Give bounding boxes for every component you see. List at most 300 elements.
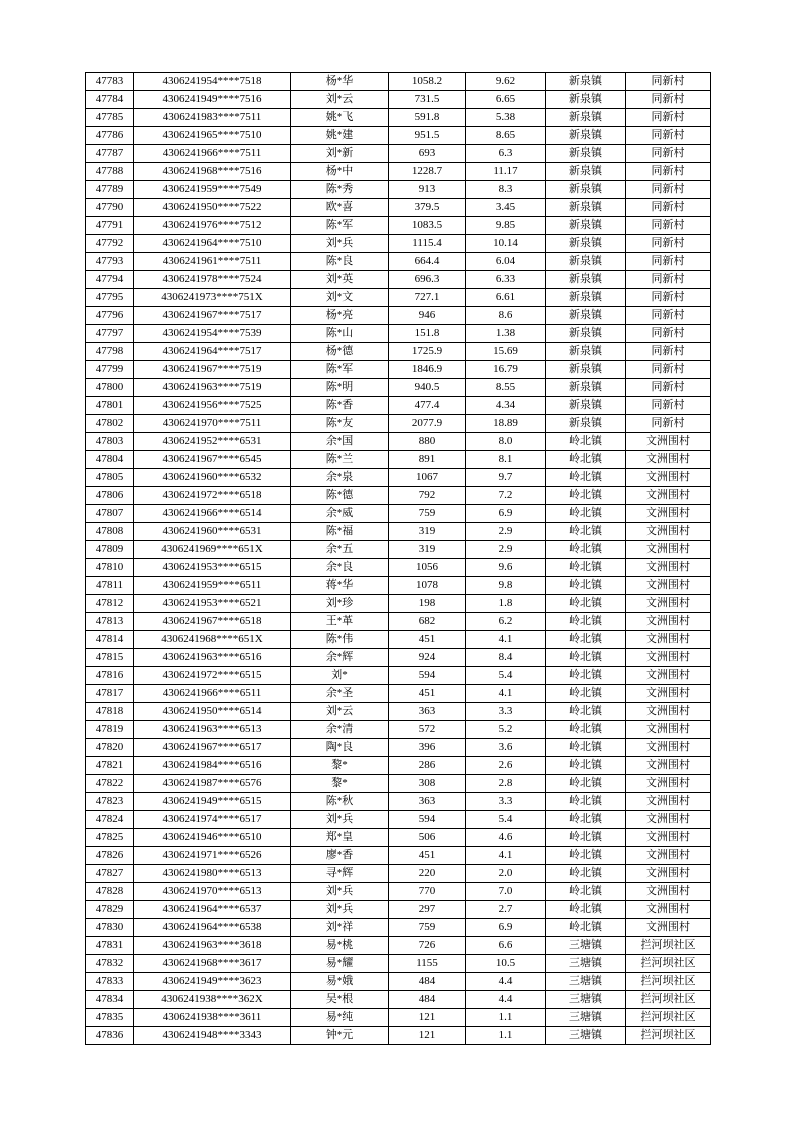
cell-person-name-masked: 陈*香 <box>291 397 389 415</box>
table-row <box>86 505 711 523</box>
cell-id-number-masked: 4306241978****7524 <box>134 271 291 289</box>
cell-village: 同新村 <box>626 109 711 127</box>
cell-amount: 696.3 <box>389 271 466 289</box>
cell-secondary-value: 4.1 <box>466 631 546 649</box>
cell-id-number-masked: 4306241964****7510 <box>134 235 291 253</box>
cell-amount: 880 <box>389 433 466 451</box>
table-row <box>86 451 711 469</box>
cell-row-index: 47830 <box>86 919 134 937</box>
cell-town: 岭北镇 <box>546 595 626 613</box>
cell-amount: 121 <box>389 1009 466 1027</box>
cell-row-index: 47804 <box>86 451 134 469</box>
cell-amount: 594 <box>389 667 466 685</box>
cell-village: 文洲围村 <box>626 631 711 649</box>
cell-village: 文洲围村 <box>626 829 711 847</box>
table-row <box>86 163 711 181</box>
cell-amount: 506 <box>389 829 466 847</box>
cell-person-name-masked: 杨*亮 <box>291 307 389 325</box>
cell-amount: 2077.9 <box>389 415 466 433</box>
cell-id-number-masked: 4306241984****6516 <box>134 757 291 775</box>
cell-amount: 379.5 <box>389 199 466 217</box>
cell-person-name-masked: 郑*皇 <box>291 829 389 847</box>
cell-person-name-masked: 余*清 <box>291 721 389 739</box>
cell-amount: 682 <box>389 613 466 631</box>
cell-amount: 451 <box>389 847 466 865</box>
cell-secondary-value: 8.65 <box>466 127 546 145</box>
cell-id-number-masked: 4306241938****362X <box>134 991 291 1009</box>
cell-town: 新泉镇 <box>546 325 626 343</box>
cell-amount: 477.4 <box>389 397 466 415</box>
cell-id-number-masked: 4306241938****3611 <box>134 1009 291 1027</box>
cell-village: 拦河坝社区 <box>626 991 711 1009</box>
cell-town: 岭北镇 <box>546 757 626 775</box>
table-row <box>86 199 711 217</box>
cell-amount: 1067 <box>389 469 466 487</box>
table-row <box>86 433 711 451</box>
cell-village: 同新村 <box>626 145 711 163</box>
cell-secondary-value: 9.6 <box>466 559 546 577</box>
cell-secondary-value: 5.4 <box>466 811 546 829</box>
cell-row-index: 47821 <box>86 757 134 775</box>
table-row <box>86 703 711 721</box>
table-row <box>86 469 711 487</box>
cell-row-index: 47784 <box>86 91 134 109</box>
cell-id-number-masked: 4306241968****7516 <box>134 163 291 181</box>
cell-row-index: 47815 <box>86 649 134 667</box>
table-row <box>86 847 711 865</box>
cell-person-name-masked: 刘*新 <box>291 145 389 163</box>
cell-id-number-masked: 4306241960****6531 <box>134 523 291 541</box>
cell-id-number-masked: 4306241961****7511 <box>134 253 291 271</box>
cell-id-number-masked: 4306241976****7512 <box>134 217 291 235</box>
cell-secondary-value: 6.6 <box>466 937 546 955</box>
cell-row-index: 47818 <box>86 703 134 721</box>
cell-secondary-value: 1.38 <box>466 325 546 343</box>
cell-row-index: 47805 <box>86 469 134 487</box>
cell-village: 文洲围村 <box>626 847 711 865</box>
cell-person-name-masked: 易*纯 <box>291 1009 389 1027</box>
cell-secondary-value: 1.8 <box>466 595 546 613</box>
cell-town: 岭北镇 <box>546 559 626 577</box>
table-row <box>86 955 711 973</box>
cell-id-number-masked: 4306241946****6510 <box>134 829 291 847</box>
cell-secondary-value: 10.14 <box>466 235 546 253</box>
cell-village: 同新村 <box>626 343 711 361</box>
cell-person-name-masked: 余*威 <box>291 505 389 523</box>
cell-id-number-masked: 4306241960****6532 <box>134 469 291 487</box>
cell-secondary-value: 5.38 <box>466 109 546 127</box>
cell-town: 岭北镇 <box>546 919 626 937</box>
cell-secondary-value: 10.5 <box>466 955 546 973</box>
cell-village: 拦河坝社区 <box>626 937 711 955</box>
cell-village: 文洲围村 <box>626 793 711 811</box>
cell-town: 新泉镇 <box>546 127 626 145</box>
cell-amount: 484 <box>389 973 466 991</box>
table-row <box>86 667 711 685</box>
table-row <box>86 775 711 793</box>
cell-person-name-masked: 黎* <box>291 757 389 775</box>
table-row <box>86 271 711 289</box>
cell-row-index: 47813 <box>86 613 134 631</box>
cell-amount: 727.1 <box>389 289 466 307</box>
cell-village: 同新村 <box>626 235 711 253</box>
cell-amount: 198 <box>389 595 466 613</box>
table-row <box>86 397 711 415</box>
cell-row-index: 47794 <box>86 271 134 289</box>
cell-town: 岭北镇 <box>546 631 626 649</box>
cell-village: 文洲围村 <box>626 559 711 577</box>
cell-secondary-value: 5.4 <box>466 667 546 685</box>
cell-id-number-masked: 4306241967****6518 <box>134 613 291 631</box>
cell-town: 新泉镇 <box>546 145 626 163</box>
cell-village: 文洲围村 <box>626 577 711 595</box>
cell-person-name-masked: 余*泉 <box>291 469 389 487</box>
table-row <box>86 613 711 631</box>
cell-person-name-masked: 陶*良 <box>291 739 389 757</box>
cell-id-number-masked: 4306241949****7516 <box>134 91 291 109</box>
cell-town: 新泉镇 <box>546 253 626 271</box>
cell-row-index: 47793 <box>86 253 134 271</box>
cell-village: 文洲围村 <box>626 865 711 883</box>
cell-town: 岭北镇 <box>546 433 626 451</box>
cell-id-number-masked: 4306241953****6521 <box>134 595 291 613</box>
cell-person-name-masked: 陈*良 <box>291 253 389 271</box>
cell-row-index: 47790 <box>86 199 134 217</box>
cell-village: 同新村 <box>626 397 711 415</box>
cell-id-number-masked: 4306241963****6516 <box>134 649 291 667</box>
table-row <box>86 811 711 829</box>
cell-town: 岭北镇 <box>546 451 626 469</box>
table-row <box>86 901 711 919</box>
cell-id-number-masked: 4306241949****3623 <box>134 973 291 991</box>
table-row <box>86 379 711 397</box>
cell-secondary-value: 3.3 <box>466 703 546 721</box>
cell-town: 三塘镇 <box>546 1027 626 1045</box>
cell-id-number-masked: 4306241950****7522 <box>134 199 291 217</box>
cell-person-name-masked: 余*五 <box>291 541 389 559</box>
cell-secondary-value: 7.0 <box>466 883 546 901</box>
cell-person-name-masked: 易*娥 <box>291 973 389 991</box>
cell-town: 岭北镇 <box>546 505 626 523</box>
cell-person-name-masked: 陈*军 <box>291 361 389 379</box>
cell-town: 三塘镇 <box>546 937 626 955</box>
cell-person-name-masked: 刘*兵 <box>291 235 389 253</box>
cell-amount: 308 <box>389 775 466 793</box>
cell-village: 同新村 <box>626 91 711 109</box>
cell-id-number-masked: 4306241967****7517 <box>134 307 291 325</box>
cell-secondary-value: 8.6 <box>466 307 546 325</box>
cell-row-index: 47829 <box>86 901 134 919</box>
table-row <box>86 757 711 775</box>
cell-amount: 891 <box>389 451 466 469</box>
cell-village: 文洲围村 <box>626 667 711 685</box>
cell-village: 同新村 <box>626 199 711 217</box>
cell-village: 同新村 <box>626 325 711 343</box>
cell-person-name-masked: 易*耀 <box>291 955 389 973</box>
cell-town: 岭北镇 <box>546 865 626 883</box>
cell-amount: 664.4 <box>389 253 466 271</box>
cell-secondary-value: 1.1 <box>466 1027 546 1045</box>
cell-id-number-masked: 4306241971****6526 <box>134 847 291 865</box>
cell-row-index: 47817 <box>86 685 134 703</box>
cell-secondary-value: 3.45 <box>466 199 546 217</box>
cell-id-number-masked: 4306241970****7511 <box>134 415 291 433</box>
cell-id-number-masked: 4306241967****6517 <box>134 739 291 757</box>
cell-village: 同新村 <box>626 271 711 289</box>
cell-amount: 1725.9 <box>389 343 466 361</box>
cell-amount: 572 <box>389 721 466 739</box>
cell-person-name-masked: 陈*福 <box>291 523 389 541</box>
data-table <box>85 72 711 1045</box>
cell-secondary-value: 6.9 <box>466 919 546 937</box>
cell-secondary-value: 8.4 <box>466 649 546 667</box>
cell-secondary-value: 8.3 <box>466 181 546 199</box>
cell-secondary-value: 6.04 <box>466 253 546 271</box>
cell-id-number-masked: 4306241948****3343 <box>134 1027 291 1045</box>
cell-village: 拦河坝社区 <box>626 973 711 991</box>
cell-person-name-masked: 刘* <box>291 667 389 685</box>
cell-amount: 1083.5 <box>389 217 466 235</box>
cell-village: 同新村 <box>626 217 711 235</box>
cell-secondary-value: 2.6 <box>466 757 546 775</box>
cell-person-name-masked: 吴*根 <box>291 991 389 1009</box>
cell-secondary-value: 9.85 <box>466 217 546 235</box>
cell-town: 新泉镇 <box>546 163 626 181</box>
cell-amount: 451 <box>389 685 466 703</box>
cell-secondary-value: 4.4 <box>466 991 546 1009</box>
table-row <box>86 559 711 577</box>
cell-secondary-value: 3.3 <box>466 793 546 811</box>
cell-id-number-masked: 4306241983****7511 <box>134 109 291 127</box>
cell-town: 新泉镇 <box>546 289 626 307</box>
cell-town: 新泉镇 <box>546 217 626 235</box>
cell-amount: 151.8 <box>389 325 466 343</box>
cell-id-number-masked: 4306241953****6515 <box>134 559 291 577</box>
cell-id-number-masked: 4306241968****651X <box>134 631 291 649</box>
cell-town: 岭北镇 <box>546 469 626 487</box>
cell-row-index: 47812 <box>86 595 134 613</box>
cell-id-number-masked: 4306241966****7511 <box>134 145 291 163</box>
cell-village: 拦河坝社区 <box>626 955 711 973</box>
cell-village: 同新村 <box>626 73 711 91</box>
table-row <box>86 145 711 163</box>
cell-person-name-masked: 杨*华 <box>291 73 389 91</box>
cell-village: 文洲围村 <box>626 469 711 487</box>
cell-id-number-masked: 4306241972****6515 <box>134 667 291 685</box>
cell-person-name-masked: 杨*中 <box>291 163 389 181</box>
table-row <box>86 253 711 271</box>
cell-amount: 286 <box>389 757 466 775</box>
cell-person-name-masked: 刘*珍 <box>291 595 389 613</box>
cell-row-index: 47789 <box>86 181 134 199</box>
table-row <box>86 541 711 559</box>
cell-person-name-masked: 陈*明 <box>291 379 389 397</box>
cell-row-index: 47785 <box>86 109 134 127</box>
cell-person-name-masked: 刘*兵 <box>291 901 389 919</box>
cell-amount: 591.8 <box>389 109 466 127</box>
cell-row-index: 47803 <box>86 433 134 451</box>
cell-town: 岭北镇 <box>546 487 626 505</box>
cell-amount: 363 <box>389 703 466 721</box>
cell-id-number-masked: 4306241966****6511 <box>134 685 291 703</box>
cell-secondary-value: 18.89 <box>466 415 546 433</box>
cell-secondary-value: 4.6 <box>466 829 546 847</box>
cell-town: 三塘镇 <box>546 955 626 973</box>
cell-secondary-value: 5.2 <box>466 721 546 739</box>
cell-town: 新泉镇 <box>546 271 626 289</box>
table-row <box>86 127 711 145</box>
table-row <box>86 91 711 109</box>
cell-town: 岭北镇 <box>546 541 626 559</box>
cell-town: 新泉镇 <box>546 361 626 379</box>
cell-person-name-masked: 姚*飞 <box>291 109 389 127</box>
cell-person-name-masked: 陈*军 <box>291 217 389 235</box>
cell-secondary-value: 6.3 <box>466 145 546 163</box>
cell-town: 三塘镇 <box>546 991 626 1009</box>
cell-amount: 792 <box>389 487 466 505</box>
cell-person-name-masked: 陈*秋 <box>291 793 389 811</box>
cell-row-index: 47824 <box>86 811 134 829</box>
cell-village: 文洲围村 <box>626 595 711 613</box>
cell-amount: 1228.7 <box>389 163 466 181</box>
cell-row-index: 47823 <box>86 793 134 811</box>
cell-secondary-value: 2.7 <box>466 901 546 919</box>
cell-person-name-masked: 刘*文 <box>291 289 389 307</box>
table-row <box>86 991 711 1009</box>
cell-village: 文洲围村 <box>626 721 711 739</box>
cell-amount: 770 <box>389 883 466 901</box>
cell-village: 文洲围村 <box>626 451 711 469</box>
cell-row-index: 47825 <box>86 829 134 847</box>
table-row <box>86 523 711 541</box>
cell-person-name-masked: 余*辉 <box>291 649 389 667</box>
cell-secondary-value: 15.69 <box>466 343 546 361</box>
cell-person-name-masked: 欧*喜 <box>291 199 389 217</box>
cell-person-name-masked: 刘*英 <box>291 271 389 289</box>
cell-town: 岭北镇 <box>546 775 626 793</box>
cell-row-index: 47796 <box>86 307 134 325</box>
cell-town: 岭北镇 <box>546 883 626 901</box>
cell-person-name-masked: 廖*香 <box>291 847 389 865</box>
cell-id-number-masked: 4306241966****6514 <box>134 505 291 523</box>
table-row <box>86 109 711 127</box>
cell-village: 同新村 <box>626 289 711 307</box>
cell-row-index: 47783 <box>86 73 134 91</box>
table-row <box>86 1009 711 1027</box>
table-row <box>86 649 711 667</box>
cell-village: 文洲围村 <box>626 541 711 559</box>
cell-amount: 924 <box>389 649 466 667</box>
cell-row-index: 47834 <box>86 991 134 1009</box>
cell-village: 同新村 <box>626 163 711 181</box>
cell-row-index: 47787 <box>86 145 134 163</box>
cell-amount: 319 <box>389 541 466 559</box>
cell-id-number-masked: 4306241959****7549 <box>134 181 291 199</box>
table-row <box>86 577 711 595</box>
cell-person-name-masked: 余*圣 <box>291 685 389 703</box>
cell-amount: 1115.4 <box>389 235 466 253</box>
cell-town: 新泉镇 <box>546 397 626 415</box>
cell-village: 文洲围村 <box>626 901 711 919</box>
cell-row-index: 47797 <box>86 325 134 343</box>
cell-village: 同新村 <box>626 379 711 397</box>
cell-person-name-masked: 陈*山 <box>291 325 389 343</box>
cell-id-number-masked: 4306241954****7518 <box>134 73 291 91</box>
table-row <box>86 919 711 937</box>
cell-secondary-value: 4.1 <box>466 685 546 703</box>
table-row <box>86 1027 711 1045</box>
cell-person-name-masked: 陈*秀 <box>291 181 389 199</box>
cell-id-number-masked: 4306241980****6513 <box>134 865 291 883</box>
table-row <box>86 415 711 433</box>
cell-secondary-value: 8.1 <box>466 451 546 469</box>
cell-secondary-value: 9.8 <box>466 577 546 595</box>
cell-secondary-value: 6.65 <box>466 91 546 109</box>
cell-person-name-masked: 钟*元 <box>291 1027 389 1045</box>
table-row <box>86 595 711 613</box>
cell-town: 岭北镇 <box>546 811 626 829</box>
cell-row-index: 47807 <box>86 505 134 523</box>
table-row <box>86 883 711 901</box>
cell-secondary-value: 4.4 <box>466 973 546 991</box>
cell-village: 同新村 <box>626 307 711 325</box>
cell-person-name-masked: 陈*德 <box>291 487 389 505</box>
cell-row-index: 47826 <box>86 847 134 865</box>
cell-amount: 951.5 <box>389 127 466 145</box>
cell-row-index: 47822 <box>86 775 134 793</box>
cell-town: 新泉镇 <box>546 379 626 397</box>
cell-person-name-masked: 易*桃 <box>291 937 389 955</box>
cell-id-number-masked: 4306241967****7519 <box>134 361 291 379</box>
cell-row-index: 47833 <box>86 973 134 991</box>
cell-amount: 1078 <box>389 577 466 595</box>
cell-row-index: 47791 <box>86 217 134 235</box>
table-row <box>86 361 711 379</box>
cell-person-name-masked: 陈*友 <box>291 415 389 433</box>
cell-village: 文洲围村 <box>626 613 711 631</box>
cell-person-name-masked: 黎* <box>291 775 389 793</box>
cell-amount: 297 <box>389 901 466 919</box>
cell-amount: 1058.2 <box>389 73 466 91</box>
cell-amount: 220 <box>389 865 466 883</box>
table-row <box>86 73 711 91</box>
cell-person-name-masked: 姚*建 <box>291 127 389 145</box>
cell-row-index: 47795 <box>86 289 134 307</box>
cell-person-name-masked: 刘*祥 <box>291 919 389 937</box>
cell-town: 新泉镇 <box>546 109 626 127</box>
cell-amount: 1846.9 <box>389 361 466 379</box>
cell-id-number-masked: 4306241964****6538 <box>134 919 291 937</box>
cell-town: 岭北镇 <box>546 667 626 685</box>
cell-amount: 594 <box>389 811 466 829</box>
cell-id-number-masked: 4306241969****651X <box>134 541 291 559</box>
table-row <box>86 829 711 847</box>
cell-town: 三塘镇 <box>546 1009 626 1027</box>
cell-row-index: 47814 <box>86 631 134 649</box>
cell-id-number-masked: 4306241950****6514 <box>134 703 291 721</box>
cell-secondary-value: 6.9 <box>466 505 546 523</box>
cell-amount: 363 <box>389 793 466 811</box>
cell-town: 新泉镇 <box>546 343 626 361</box>
cell-town: 岭北镇 <box>546 721 626 739</box>
cell-row-index: 47798 <box>86 343 134 361</box>
cell-person-name-masked: 余*良 <box>291 559 389 577</box>
table-row <box>86 631 711 649</box>
cell-row-index: 47808 <box>86 523 134 541</box>
cell-id-number-masked: 4306241967****6545 <box>134 451 291 469</box>
cell-row-index: 47820 <box>86 739 134 757</box>
cell-id-number-masked: 4306241987****6576 <box>134 775 291 793</box>
